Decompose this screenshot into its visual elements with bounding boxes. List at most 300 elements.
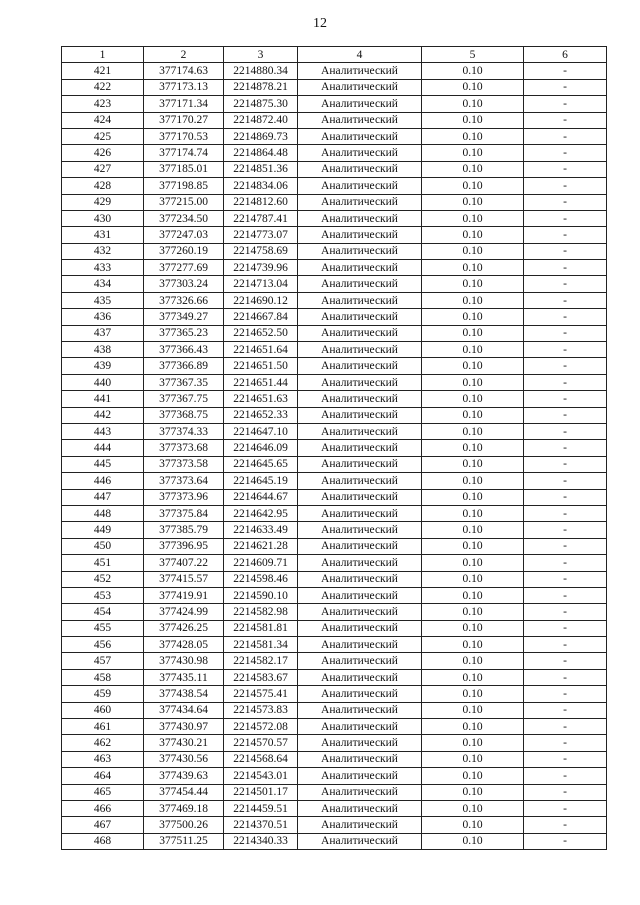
x-coordinate-cell: 377170.53	[144, 128, 224, 144]
table-row	[62, 735, 607, 751]
point-number-cell: 466	[62, 800, 144, 816]
table-row	[62, 276, 607, 292]
point-number-cell: 464	[62, 768, 144, 784]
accuracy-cell: 0.10	[422, 309, 524, 325]
note-cell: -	[524, 768, 607, 784]
x-coordinate-cell: 377430.98	[144, 653, 224, 669]
x-coordinate-cell: 377215.00	[144, 194, 224, 210]
accuracy-cell: 0.10	[422, 686, 524, 702]
x-coordinate-cell: 377373.58	[144, 456, 224, 472]
y-coordinate-cell: 2214570.57	[224, 735, 298, 751]
y-coordinate-cell: 2214690.12	[224, 292, 298, 308]
y-coordinate-cell: 2214609.71	[224, 555, 298, 571]
table-row	[62, 227, 607, 243]
accuracy-cell: 0.10	[422, 145, 524, 161]
table-row	[62, 342, 607, 358]
y-coordinate-cell: 2214583.67	[224, 669, 298, 685]
column-header: 5	[422, 47, 524, 63]
table-row	[62, 784, 607, 800]
accuracy-cell: 0.10	[422, 243, 524, 259]
method-cell: Аналитический	[298, 79, 422, 95]
table-row	[62, 800, 607, 816]
table-row	[62, 161, 607, 177]
x-coordinate-cell: 377367.75	[144, 391, 224, 407]
note-cell: -	[524, 309, 607, 325]
method-cell: Аналитический	[298, 653, 422, 669]
y-coordinate-cell: 2214581.81	[224, 620, 298, 636]
point-number-cell: 428	[62, 178, 144, 194]
accuracy-cell: 0.10	[422, 784, 524, 800]
accuracy-cell: 0.10	[422, 407, 524, 423]
y-coordinate-cell: 2214758.69	[224, 243, 298, 259]
accuracy-cell: 0.10	[422, 63, 524, 79]
table-row	[62, 210, 607, 226]
table-row	[62, 473, 607, 489]
y-coordinate-cell: 2214787.41	[224, 210, 298, 226]
note-cell: -	[524, 391, 607, 407]
method-cell: Аналитический	[298, 309, 422, 325]
table-row	[62, 637, 607, 653]
method-cell: Аналитический	[298, 391, 422, 407]
y-coordinate-cell: 2214590.10	[224, 587, 298, 603]
note-cell: -	[524, 423, 607, 439]
y-coordinate-cell: 2214869.73	[224, 128, 298, 144]
accuracy-cell: 0.10	[422, 325, 524, 341]
point-number-cell: 440	[62, 374, 144, 390]
x-coordinate-cell: 377424.99	[144, 604, 224, 620]
y-coordinate-cell: 2214459.51	[224, 800, 298, 816]
point-number-cell: 461	[62, 719, 144, 735]
note-cell: -	[524, 276, 607, 292]
note-cell: -	[524, 161, 607, 177]
note-cell: -	[524, 374, 607, 390]
y-coordinate-cell: 2214572.08	[224, 719, 298, 735]
accuracy-cell: 0.10	[422, 817, 524, 833]
point-number-cell: 429	[62, 194, 144, 210]
y-coordinate-cell: 2214651.64	[224, 342, 298, 358]
note-cell: -	[524, 145, 607, 161]
accuracy-cell: 0.10	[422, 637, 524, 653]
table-row	[62, 604, 607, 620]
accuracy-cell: 0.10	[422, 719, 524, 735]
point-number-cell: 445	[62, 456, 144, 472]
table-row	[62, 112, 607, 128]
y-coordinate-cell: 2214651.50	[224, 358, 298, 374]
accuracy-cell: 0.10	[422, 702, 524, 718]
table-row	[62, 374, 607, 390]
y-coordinate-cell: 2214739.96	[224, 260, 298, 276]
point-number-cell: 436	[62, 309, 144, 325]
accuracy-cell: 0.10	[422, 522, 524, 538]
method-cell: Аналитический	[298, 325, 422, 341]
note-cell: -	[524, 505, 607, 521]
note-cell: -	[524, 604, 607, 620]
table-row	[62, 587, 607, 603]
y-coordinate-cell: 2214340.33	[224, 833, 298, 849]
x-coordinate-cell: 377434.64	[144, 702, 224, 718]
y-coordinate-cell: 2214582.17	[224, 653, 298, 669]
y-coordinate-cell: 2214621.28	[224, 538, 298, 554]
y-coordinate-cell: 2214575.41	[224, 686, 298, 702]
y-coordinate-cell: 2214652.50	[224, 325, 298, 341]
note-cell: -	[524, 538, 607, 554]
y-coordinate-cell: 2214875.30	[224, 96, 298, 112]
point-number-cell: 453	[62, 587, 144, 603]
method-cell: Аналитический	[298, 276, 422, 292]
note-cell: -	[524, 522, 607, 538]
note-cell: -	[524, 620, 607, 636]
table-row	[62, 128, 607, 144]
method-cell: Аналитический	[298, 243, 422, 259]
point-number-cell: 423	[62, 96, 144, 112]
note-cell: -	[524, 456, 607, 472]
table-row	[62, 702, 607, 718]
method-cell: Аналитический	[298, 637, 422, 653]
note-cell: -	[524, 489, 607, 505]
table-row	[62, 194, 607, 210]
point-number-cell: 463	[62, 751, 144, 767]
point-number-cell: 426	[62, 145, 144, 161]
y-coordinate-cell: 2214573.83	[224, 702, 298, 718]
method-cell: Аналитический	[298, 751, 422, 767]
x-coordinate-cell: 377368.75	[144, 407, 224, 423]
table-row	[62, 79, 607, 95]
method-cell: Аналитический	[298, 342, 422, 358]
point-number-cell: 425	[62, 128, 144, 144]
method-cell: Аналитический	[298, 587, 422, 603]
note-cell: -	[524, 325, 607, 341]
x-coordinate-cell: 377430.97	[144, 719, 224, 735]
table-row	[62, 653, 607, 669]
x-coordinate-cell: 377439.63	[144, 768, 224, 784]
point-number-cell: 460	[62, 702, 144, 718]
y-coordinate-cell: 2214651.63	[224, 391, 298, 407]
x-coordinate-cell: 377247.03	[144, 227, 224, 243]
column-header: 4	[298, 47, 422, 63]
note-cell: -	[524, 63, 607, 79]
note-cell: -	[524, 571, 607, 587]
point-number-cell: 442	[62, 407, 144, 423]
accuracy-cell: 0.10	[422, 423, 524, 439]
x-coordinate-cell: 377385.79	[144, 522, 224, 538]
note-cell: -	[524, 784, 607, 800]
note-cell: -	[524, 817, 607, 833]
x-coordinate-cell: 377277.69	[144, 260, 224, 276]
method-cell: Аналитический	[298, 128, 422, 144]
y-coordinate-cell: 2214581.34	[224, 637, 298, 653]
method-cell: Аналитический	[298, 473, 422, 489]
y-coordinate-cell: 2214667.84	[224, 309, 298, 325]
point-number-cell: 422	[62, 79, 144, 95]
note-cell: -	[524, 719, 607, 735]
point-number-cell: 435	[62, 292, 144, 308]
note-cell: -	[524, 735, 607, 751]
table-row	[62, 63, 607, 79]
y-coordinate-cell: 2214834.06	[224, 178, 298, 194]
accuracy-cell: 0.10	[422, 833, 524, 849]
method-cell: Аналитический	[298, 669, 422, 685]
table-row	[62, 538, 607, 554]
x-coordinate-cell: 377435.11	[144, 669, 224, 685]
note-cell: -	[524, 210, 607, 226]
table-row	[62, 178, 607, 194]
accuracy-cell: 0.10	[422, 79, 524, 95]
x-coordinate-cell: 377260.19	[144, 243, 224, 259]
x-coordinate-cell: 377173.13	[144, 79, 224, 95]
y-coordinate-cell: 2214851.36	[224, 161, 298, 177]
table-row	[62, 489, 607, 505]
note-cell: -	[524, 751, 607, 767]
table-row	[62, 456, 607, 472]
column-header: 2	[144, 47, 224, 63]
method-cell: Аналитический	[298, 374, 422, 390]
accuracy-cell: 0.10	[422, 161, 524, 177]
note-cell: -	[524, 194, 607, 210]
page-number: 12	[313, 16, 327, 31]
note-cell: -	[524, 669, 607, 685]
method-cell: Аналитический	[298, 686, 422, 702]
accuracy-cell: 0.10	[422, 292, 524, 308]
y-coordinate-cell: 2214864.48	[224, 145, 298, 161]
note-cell: -	[524, 128, 607, 144]
note-cell: -	[524, 292, 607, 308]
y-coordinate-cell: 2214543.01	[224, 768, 298, 784]
method-cell: Аналитический	[298, 440, 422, 456]
accuracy-cell: 0.10	[422, 342, 524, 358]
accuracy-cell: 0.10	[422, 276, 524, 292]
x-coordinate-cell: 377469.18	[144, 800, 224, 816]
point-number-cell: 448	[62, 505, 144, 521]
table-row	[62, 751, 607, 767]
method-cell: Аналитический	[298, 800, 422, 816]
method-cell: Аналитический	[298, 161, 422, 177]
note-cell: -	[524, 243, 607, 259]
y-coordinate-cell: 2214598.46	[224, 571, 298, 587]
accuracy-cell: 0.10	[422, 391, 524, 407]
accuracy-cell: 0.10	[422, 358, 524, 374]
point-number-cell: 432	[62, 243, 144, 259]
note-cell: -	[524, 555, 607, 571]
x-coordinate-cell: 377170.27	[144, 112, 224, 128]
accuracy-cell: 0.10	[422, 194, 524, 210]
accuracy-cell: 0.10	[422, 571, 524, 587]
table-row	[62, 391, 607, 407]
accuracy-cell: 0.10	[422, 178, 524, 194]
point-number-cell: 465	[62, 784, 144, 800]
point-number-cell: 457	[62, 653, 144, 669]
point-number-cell: 456	[62, 637, 144, 653]
y-coordinate-cell: 2214501.17	[224, 784, 298, 800]
x-coordinate-cell: 377198.85	[144, 178, 224, 194]
x-coordinate-cell: 377303.24	[144, 276, 224, 292]
x-coordinate-cell: 377234.50	[144, 210, 224, 226]
y-coordinate-cell: 2214878.21	[224, 79, 298, 95]
point-number-cell: 443	[62, 423, 144, 439]
accuracy-cell: 0.10	[422, 735, 524, 751]
note-cell: -	[524, 587, 607, 603]
y-coordinate-cell: 2214646.09	[224, 440, 298, 456]
coordinates-table	[61, 46, 607, 850]
accuracy-cell: 0.10	[422, 128, 524, 144]
table-row	[62, 768, 607, 784]
x-coordinate-cell: 377430.21	[144, 735, 224, 751]
y-coordinate-cell: 2214872.40	[224, 112, 298, 128]
x-coordinate-cell: 377171.34	[144, 96, 224, 112]
y-coordinate-cell: 2214633.49	[224, 522, 298, 538]
table-row	[62, 522, 607, 538]
x-coordinate-cell: 377373.68	[144, 440, 224, 456]
method-cell: Аналитический	[298, 178, 422, 194]
table-row	[62, 505, 607, 521]
table-row	[62, 407, 607, 423]
method-cell: Аналитический	[298, 620, 422, 636]
table-row	[62, 243, 607, 259]
table-row	[62, 325, 607, 341]
point-number-cell: 439	[62, 358, 144, 374]
method-cell: Аналитический	[298, 522, 422, 538]
x-coordinate-cell: 377511.25	[144, 833, 224, 849]
point-number-cell: 467	[62, 817, 144, 833]
x-coordinate-cell: 377407.22	[144, 555, 224, 571]
point-number-cell: 430	[62, 210, 144, 226]
table-row	[62, 145, 607, 161]
note-cell: -	[524, 79, 607, 95]
point-number-cell: 455	[62, 620, 144, 636]
method-cell: Аналитический	[298, 505, 422, 521]
method-cell: Аналитический	[298, 260, 422, 276]
method-cell: Аналитический	[298, 719, 422, 735]
point-number-cell: 437	[62, 325, 144, 341]
accuracy-cell: 0.10	[422, 473, 524, 489]
y-coordinate-cell: 2214644.67	[224, 489, 298, 505]
y-coordinate-cell: 2214812.60	[224, 194, 298, 210]
accuracy-cell: 0.10	[422, 210, 524, 226]
column-header: 6	[524, 47, 607, 63]
point-number-cell: 452	[62, 571, 144, 587]
table-row	[62, 686, 607, 702]
method-cell: Аналитический	[298, 538, 422, 554]
table-row	[62, 833, 607, 849]
method-cell: Аналитический	[298, 112, 422, 128]
table-row	[62, 571, 607, 587]
method-cell: Аналитический	[298, 145, 422, 161]
y-coordinate-cell: 2214880.34	[224, 63, 298, 79]
method-cell: Аналитический	[298, 194, 422, 210]
table-row	[62, 292, 607, 308]
x-coordinate-cell: 377396.95	[144, 538, 224, 554]
x-coordinate-cell: 377500.26	[144, 817, 224, 833]
point-number-cell: 458	[62, 669, 144, 685]
y-coordinate-cell: 2214773.07	[224, 227, 298, 243]
x-coordinate-cell: 377375.84	[144, 505, 224, 521]
point-number-cell: 427	[62, 161, 144, 177]
point-number-cell: 451	[62, 555, 144, 571]
y-coordinate-cell: 2214642.95	[224, 505, 298, 521]
method-cell: Аналитический	[298, 833, 422, 849]
point-number-cell: 468	[62, 833, 144, 849]
method-cell: Аналитический	[298, 227, 422, 243]
note-cell: -	[524, 833, 607, 849]
y-coordinate-cell: 2214370.51	[224, 817, 298, 833]
note-cell: -	[524, 637, 607, 653]
x-coordinate-cell: 377438.54	[144, 686, 224, 702]
note-cell: -	[524, 407, 607, 423]
accuracy-cell: 0.10	[422, 505, 524, 521]
x-coordinate-cell: 377349.27	[144, 309, 224, 325]
method-cell: Аналитический	[298, 96, 422, 112]
accuracy-cell: 0.10	[422, 456, 524, 472]
method-cell: Аналитический	[298, 817, 422, 833]
note-cell: -	[524, 473, 607, 489]
method-cell: Аналитический	[298, 555, 422, 571]
y-coordinate-cell: 2214652.33	[224, 407, 298, 423]
table-header	[62, 47, 607, 63]
point-number-cell: 449	[62, 522, 144, 538]
note-cell: -	[524, 800, 607, 816]
table-row	[62, 440, 607, 456]
x-coordinate-cell: 377185.01	[144, 161, 224, 177]
point-number-cell: 446	[62, 473, 144, 489]
point-number-cell: 434	[62, 276, 144, 292]
accuracy-cell: 0.10	[422, 555, 524, 571]
y-coordinate-cell: 2214645.65	[224, 456, 298, 472]
method-cell: Аналитический	[298, 571, 422, 587]
method-cell: Аналитический	[298, 489, 422, 505]
point-number-cell: 444	[62, 440, 144, 456]
x-coordinate-cell: 377365.23	[144, 325, 224, 341]
x-coordinate-cell: 377366.43	[144, 342, 224, 358]
accuracy-cell: 0.10	[422, 489, 524, 505]
x-coordinate-cell: 377426.25	[144, 620, 224, 636]
accuracy-cell: 0.10	[422, 538, 524, 554]
table-row	[62, 555, 607, 571]
x-coordinate-cell: 377366.89	[144, 358, 224, 374]
x-coordinate-cell: 377367.35	[144, 374, 224, 390]
note-cell: -	[524, 702, 607, 718]
accuracy-cell: 0.10	[422, 227, 524, 243]
x-coordinate-cell: 377419.91	[144, 587, 224, 603]
table-row	[62, 620, 607, 636]
method-cell: Аналитический	[298, 768, 422, 784]
table-row	[62, 96, 607, 112]
point-number-cell: 459	[62, 686, 144, 702]
accuracy-cell: 0.10	[422, 800, 524, 816]
method-cell: Аналитический	[298, 358, 422, 374]
x-coordinate-cell: 377454.44	[144, 784, 224, 800]
accuracy-cell: 0.10	[422, 587, 524, 603]
table-row	[62, 309, 607, 325]
point-number-cell: 433	[62, 260, 144, 276]
note-cell: -	[524, 686, 607, 702]
point-number-cell: 424	[62, 112, 144, 128]
table-row	[62, 817, 607, 833]
note-cell: -	[524, 178, 607, 194]
x-coordinate-cell: 377430.56	[144, 751, 224, 767]
accuracy-cell: 0.10	[422, 96, 524, 112]
header-row	[62, 47, 607, 63]
x-coordinate-cell: 377373.64	[144, 473, 224, 489]
x-coordinate-cell: 377428.05	[144, 637, 224, 653]
y-coordinate-cell: 2214647.10	[224, 423, 298, 439]
x-coordinate-cell: 377415.57	[144, 571, 224, 587]
x-coordinate-cell: 377174.63	[144, 63, 224, 79]
y-coordinate-cell: 2214582.98	[224, 604, 298, 620]
table-row	[62, 358, 607, 374]
table-row	[62, 260, 607, 276]
method-cell: Аналитический	[298, 784, 422, 800]
note-cell: -	[524, 342, 607, 358]
y-coordinate-cell: 2214568.64	[224, 751, 298, 767]
